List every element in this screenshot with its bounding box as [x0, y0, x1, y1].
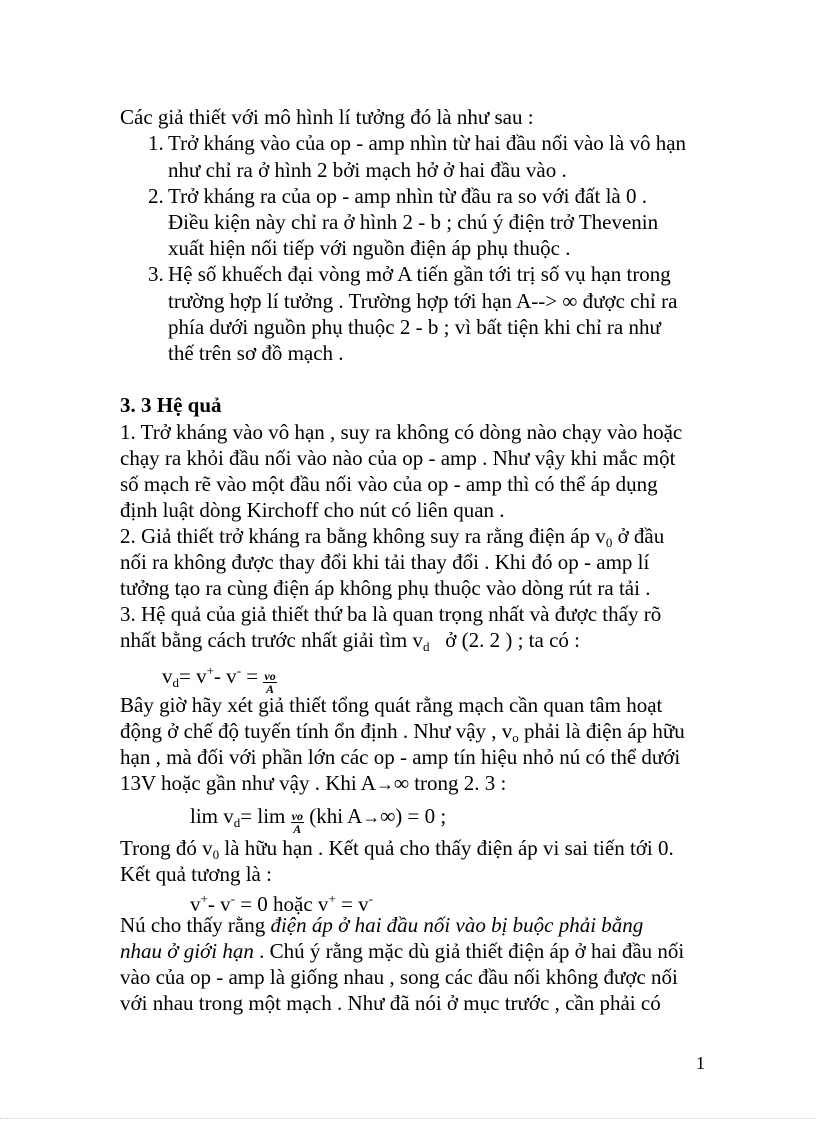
- consequence-1-line-4: định luật dòng Kirchoff cho nút có liên quan .: [120, 498, 505, 522]
- equation-vd: $v_d= v^+-$ v- = $\frac{vo}{A}$: [162, 663, 276, 696]
- section-heading: 3. 3 Hệ quả: [120, 393, 222, 417]
- subscript: 0: [605, 535, 613, 550]
- paragraph-4-line-3: hạn , mà đối với phần lớn các op - amp tín hiệu nhỏ nú có thể dưới: [120, 745, 681, 769]
- assumption-3-line-2: trường hợp lí tưởng . Trường hợp tới hạn A--> ∞ được chỉ ra: [168, 289, 678, 313]
- consequence-1-line-3: số mạch rẽ vào một đầu nối vào của op - amp thì có thể áp dụng: [120, 472, 658, 496]
- consequence-1-line-2: chạy ra khỏi đầu nối vào nào của op - amp . Như vậy khi mắc một: [120, 446, 676, 470]
- assumption-1-line-1: [148, 130, 686, 156]
- right-arrow-icon: →: [362, 807, 381, 827]
- assumption-3-line-4: thế trên sơ đồ mạch .: [168, 341, 344, 365]
- consequence-1-line-1: 1. Trở kháng vào vô hạn , suy ra không có dòng nào chạy vào hoặc: [120, 420, 683, 444]
- intro-line: Các giả thiết với mô hình lí tưởng đó là như sau :: [120, 105, 534, 129]
- list-number: 3.: [148, 262, 164, 286]
- page-bottom-divider: [0, 1118, 816, 1120]
- assumption-1-line-2: như chỉ ra ở hình 2 bởi mạch hở ở hai đầu vào .: [168, 158, 567, 182]
- paragraph-6-line-2: nhau ở giới hạn . Chú ý rằng mặc dù giả thiết điện áp ở hai đầu nối: [120, 939, 685, 963]
- list-number: 1.: [148, 131, 164, 155]
- emphasis: nhau ở giới hạn: [120, 939, 254, 963]
- list-text: Trở kháng vào của op - amp nhìn từ hai đầu nối vào là vô hạn: [168, 131, 687, 155]
- consequence-3-line-1: 3. Hệ quả của giả thiết thứ ba là quan trọng nhất và được thấy rõ: [120, 602, 662, 626]
- paragraph-5-line-2: Kết quả tương là :: [120, 862, 272, 886]
- infinity-icon: ∞: [393, 771, 409, 795]
- equation-limit: $\lim v_d= \lim$ $\frac{vo}{A}$ (khi A→∞) = 0 ;: [190, 804, 447, 836]
- list-number: 2.: [148, 184, 164, 208]
- consequence-2-line-2: nối ra không được thay đổi khi tải thay đổi . Khi đó op - amp lí: [120, 550, 650, 574]
- consequence-2-line-3: tưởng tạo ra cùng điện áp không phụ thuộc vào dòng rút ra tải .: [120, 576, 651, 600]
- infinity-icon: ∞: [380, 804, 396, 828]
- list-text: Hệ số khuếch đại vòng mở A tiến gần tới trị số vụ hạn trong: [168, 262, 671, 286]
- paragraph-4-line-4: 13V hoặc gần như vậy . Khi A→∞ trong 2. 3 :: [120, 771, 507, 795]
- assumption-3-line-3: phía dưới nguồn phụ thuộc 2 - b ; vì bất tiện khi chỉ ra như: [168, 315, 661, 339]
- equation-equal-inputs: v+- v- = 0 hoặc v+ = v-: [190, 891, 373, 916]
- page-number: 1: [696, 1053, 705, 1073]
- list-text: Trở kháng ra của op - amp nhìn từ đầu ra so với đất là 0 .: [168, 184, 647, 208]
- subscript: d: [422, 639, 430, 654]
- assumption-3-line-1: [148, 261, 671, 287]
- paragraph-5-line-1: Trong đó $v_0$ là hữu hạn . Kết quả cho thấy điện áp vi sai tiến tới 0.: [120, 836, 674, 862]
- consequence-2-line-1: 2. Giả thiết trở kháng ra bằng không suy ra rằng điện áp $v_0$ ở đầu: [120, 524, 665, 550]
- paragraph-6-line-1: Nú cho thấy rằng điện áp ở hai đầu nối vào bị buộc phải bằng: [120, 913, 644, 937]
- paragraph-4-line-1: Bây giờ hãy xét giả thiết tổng quát rằng mạch cần quan tâm hoạt: [120, 693, 663, 717]
- assumption-2-line-2: Điều kiện này chỉ ra ở hình 2 - b ; chú ý điện trở Thevenin: [168, 210, 659, 234]
- paragraph-4-line-2: động ở chế độ tuyến tính ổn định . Như vậy , $v_o$ phải là điện áp hữu: [120, 719, 685, 745]
- emphasis: điện áp ở hai đầu nối vào bị buộc phải bằng: [270, 913, 644, 937]
- paragraph-6-line-4: với nhau trong một mạch . Như đã nói ở mục trước , cần phải có: [120, 991, 661, 1015]
- right-arrow-icon: →: [375, 774, 394, 794]
- fraction-vo-over-a: $\frac{vo}{A}$: [264, 669, 276, 696]
- assumption-2-line-1: [148, 183, 647, 209]
- fraction-vo-over-a: $\frac{vo}{A}$: [291, 809, 303, 836]
- paragraph-6-line-3: vào của op - amp là giống nhau , song các đầu nối không được nối: [120, 965, 678, 989]
- consequence-3-line-2: nhất bằng cách trước nhất giải tìm $v_d$ ở (2. 2 ) ; ta có :: [120, 628, 580, 654]
- assumption-2-line-3: xuất hiện nối tiếp với nguồn điện áp phụ thuộc .: [168, 236, 571, 260]
